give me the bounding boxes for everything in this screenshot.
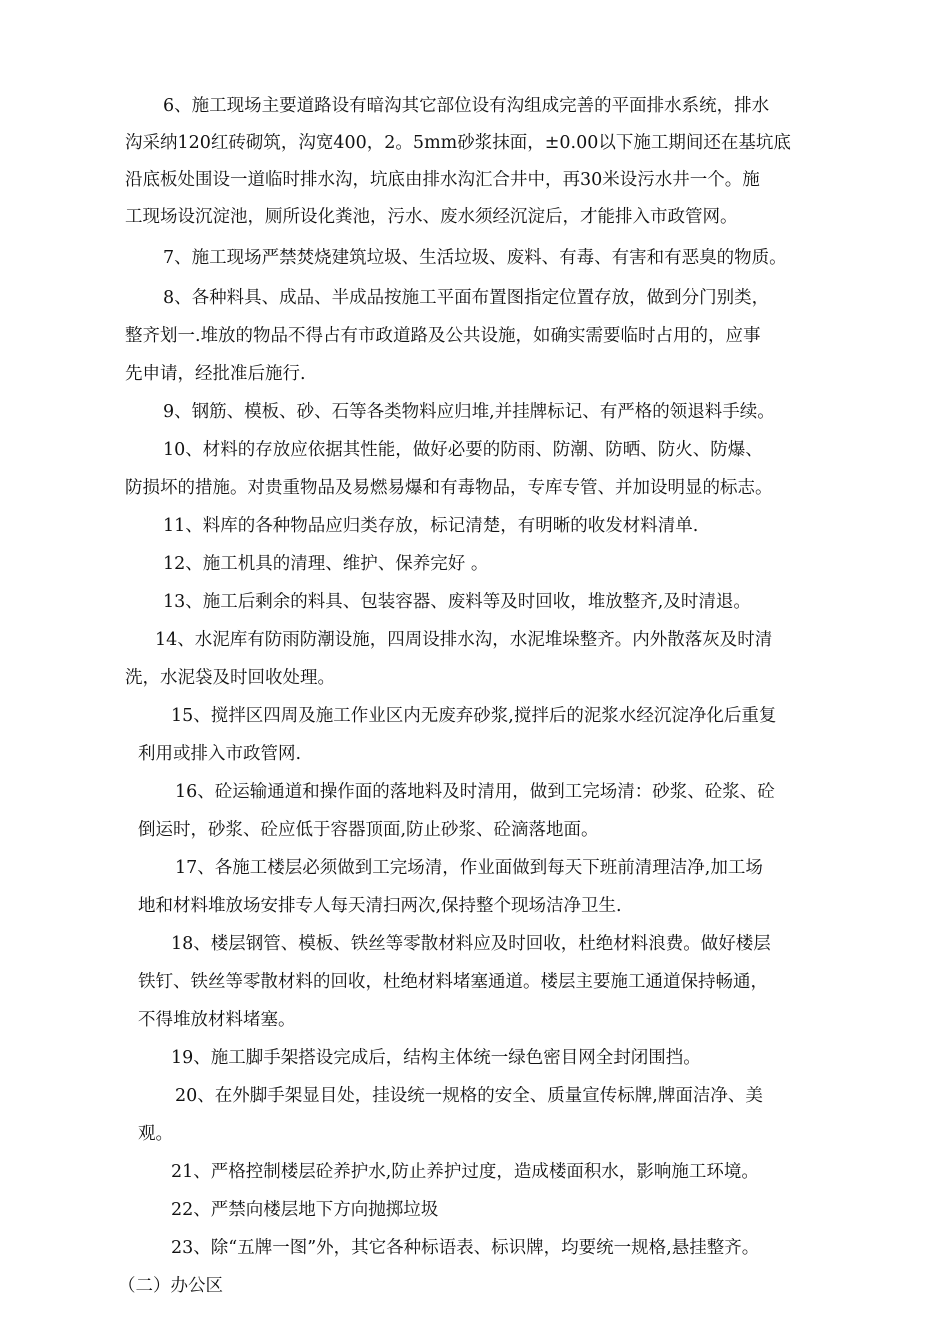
text-line-19: 16、砼运输通道和操作面的落地料及时清用，做到工完场清：砂浆、砼浆、砼 [175, 782, 775, 802]
text-line-16: 洗，水泥袋及时回收处理。 [125, 668, 335, 688]
text-line-21: 17、各施工楼层必须做到工完场清，作业面做到每天下班前清理洁净,加工场 [175, 858, 763, 878]
text-line-6: 8、各种料具、成品、半成品按施工平面布置图指定位置存放，做到分门别类， [163, 288, 770, 308]
text-line-17: 15、搅拌区四周及施工作业区内无废弃砂浆,搅拌后的泥浆水经沉淀净化后重复 [171, 706, 777, 726]
text-line-11: 防损坏的措施。对贵重物品及易燃易爆和有毒物品，专库专管、并加设明显的标志。 [125, 478, 773, 498]
text-line-14: 13、施工后剩余的料具、包装容器、废料等及时回收，堆放整齐,及时清退。 [163, 592, 751, 612]
text-line-28: 观。 [138, 1124, 173, 1144]
text-line-24: 铁钉、铁丝等零散材料的回收，杜绝材料堵塞通道。楼层主要施工通道保持畅通， [138, 972, 768, 992]
text-line-9: 9、钢筋、模板、砂、石等各类物料应归堆,并挂牌标记、有严格的领退料手续。 [163, 402, 775, 422]
text-line-26: 19、施工脚手架搭设完成后，结构主体统一绿色密目网全封闭围挡。 [171, 1048, 701, 1068]
text-line-10: 10、材料的存放应依据其性能，做好必要的防雨、防潮、防晒、防火、防爆、 [163, 440, 763, 460]
text-line-8: 先申请，经批准后施行. [125, 364, 306, 384]
text-line-2: 沟采纳120红砖砌筑，沟宽400，2。5mm砂浆抹面，±0.00以下施工期间还在基坑底 [125, 133, 791, 153]
text-line-30: 22、严禁向楼层地下方向抛掷垃圾 [171, 1200, 439, 1220]
text-line-29: 21、严格控制楼层砼养护水,防止养护过度，造成楼面积水，影响施工环境。 [171, 1162, 759, 1182]
text-line-12: 11、料库的各种物品应归类存放，标记清楚，有明晰的收发材料清单. [163, 516, 699, 536]
text-line-18: 利用或排入市政管网. [138, 744, 302, 764]
text-line-22: 地和材料堆放场安排专人每天清扫两次,保持整个现场洁净卫生. [138, 896, 622, 916]
text-line-1: 6、施工现场主要道路设有暗沟其它部位设有沟组成完善的平面排水系统，排水 [163, 96, 770, 116]
text-line-5: 7、施工现场严禁焚烧建筑垃圾、生活垃圾、废料、有毒、有害和有恶臭的物质。 [163, 248, 787, 268]
text-line-27: 20、在外脚手架显目处，挂设统一规格的安全、质量宣传标牌,牌面洁净、美 [175, 1086, 763, 1106]
section-heading: （二）办公区 [118, 1276, 223, 1296]
text-line-23: 18、楼层钢管、模板、铁丝等零散材料应及时回收，杜绝材料浪费。做好楼层 [171, 934, 771, 954]
text-line-13: 12、施工机具的清理、维护、保养完好 。 [163, 554, 489, 574]
text-line-7: 整齐划一.堆放的物品不得占有市政道路及公共设施，如确实需要临时占用的，应事 [125, 326, 761, 346]
text-line-25: 不得堆放材料堵塞。 [138, 1010, 296, 1030]
text-line-20: 倒运时，砂浆、砼应低于容器顶面,防止砂浆、砼滴落地面。 [138, 820, 599, 840]
text-line-3: 沿底板处围设一道临时排水沟，坑底由排水沟汇合井中，再30米设污水井一个。施 [125, 170, 760, 190]
text-line-4: 工现场设沉淀池，厕所设化粪池，污水、废水须经沉淀后，才能排入市政管网。 [125, 207, 738, 227]
text-line-31: 23、除“五牌一图”外，其它各种标语表、标识牌，均要统一规格,悬挂整齐。 [171, 1238, 760, 1258]
text-line-15: 14、水泥库有防雨防潮设施，四周设排水沟，水泥堆垛整齐。内外散落灰及时清 [155, 630, 773, 650]
